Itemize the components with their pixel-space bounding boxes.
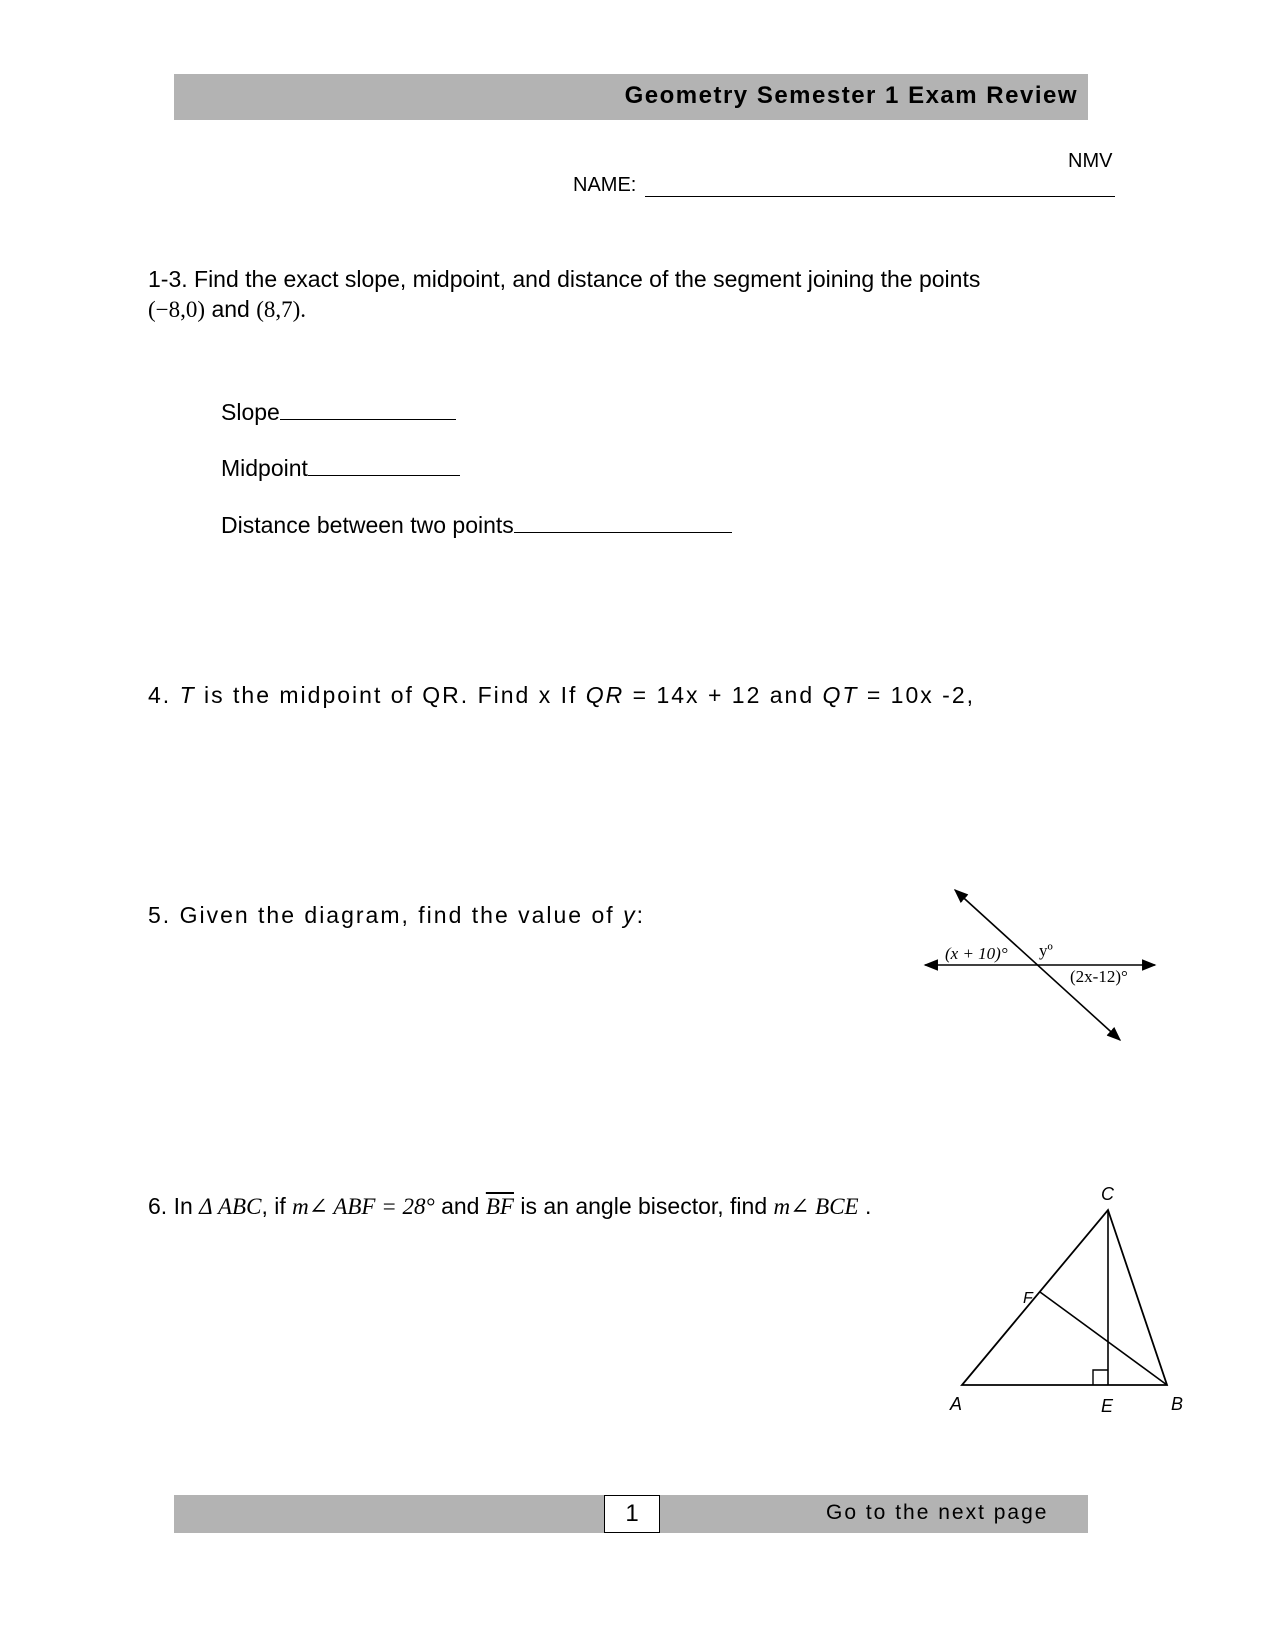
label-f: F [1023, 1290, 1033, 1307]
angle-label-top: yº [1039, 941, 1053, 960]
question-5-prefix: 5. Given the diagram, find the value of [148, 902, 615, 928]
next-page-text: Go to the next page [826, 1501, 1049, 1524]
distance-answer-line[interactable] [514, 510, 732, 533]
angle-label-right: (2x-12)° [1070, 967, 1128, 986]
page-number: 1 [604, 1495, 660, 1533]
header-bar [174, 74, 1088, 120]
segment-bf: $\overline{BF}$ [485, 1194, 514, 1219]
angle-abf: m∠ ABF = 28° [292, 1194, 435, 1219]
question-4-number: 4. [148, 682, 172, 708]
midpoint-answer-line[interactable] [308, 453, 460, 476]
and-text-6: and [441, 1193, 480, 1219]
slope-row [221, 397, 456, 426]
slope-answer-line[interactable] [280, 397, 456, 420]
question-4-text [148, 682, 975, 709]
var-y: y [623, 902, 637, 928]
slope-label: Slope [221, 399, 280, 425]
label-c: C [1101, 1184, 1114, 1204]
question-4-mid-1: is the midpoint of QR. Find x If [204, 682, 578, 708]
initials: NMV [1068, 150, 1113, 172]
question-5-text [148, 902, 645, 929]
midpoint-label: Midpoint [221, 455, 308, 481]
bisector-bf [1040, 1292, 1167, 1385]
question-4-end: = 10x -2, [866, 682, 975, 708]
period: . [300, 297, 307, 322]
angle-label-left: (x + 10)° [945, 944, 1008, 963]
distance-label: Distance between two points [221, 512, 514, 538]
angle-bce: m∠ BCE [773, 1194, 859, 1219]
question-6-mid: is an angle bisector, find [520, 1193, 768, 1219]
question-1-3-points [148, 296, 306, 323]
question-6-prefix: 6. In [148, 1193, 193, 1219]
if-text: , if [261, 1193, 286, 1219]
and-text: and [211, 296, 250, 322]
label-e: E [1101, 1396, 1114, 1416]
label-b: B [1171, 1394, 1184, 1414]
var-qr: QR [585, 682, 625, 708]
midpoint-row [221, 453, 460, 482]
var-qt: QT [822, 682, 859, 708]
question-1-3-text: 1-3. Find the exact slope, midpoint, and distance of the segment joining the points [148, 266, 981, 292]
var-t: T [179, 682, 196, 708]
triangle-abc: Δ ABC [199, 1194, 262, 1219]
right-angle-mark [1093, 1370, 1108, 1385]
page-title: Geometry Semester 1 Exam Review [624, 82, 1078, 109]
distance-row [221, 510, 732, 539]
name-label: NAME: [573, 174, 637, 196]
triangle-diagram [945, 1175, 1195, 1425]
name-answer-line[interactable] [645, 196, 1115, 197]
question-6-text [148, 1193, 871, 1220]
label-a: A [950, 1394, 963, 1414]
point-2: (8,7) [256, 297, 301, 322]
triangle-abc-shape [962, 1210, 1167, 1385]
question-6-end: . [865, 1193, 872, 1219]
question-4-mid-2: = 14x + 12 and [632, 682, 815, 708]
point-1: (−8,0) [148, 297, 206, 322]
question-5-colon: : [636, 902, 645, 928]
transversal-diagram [915, 880, 1180, 1050]
